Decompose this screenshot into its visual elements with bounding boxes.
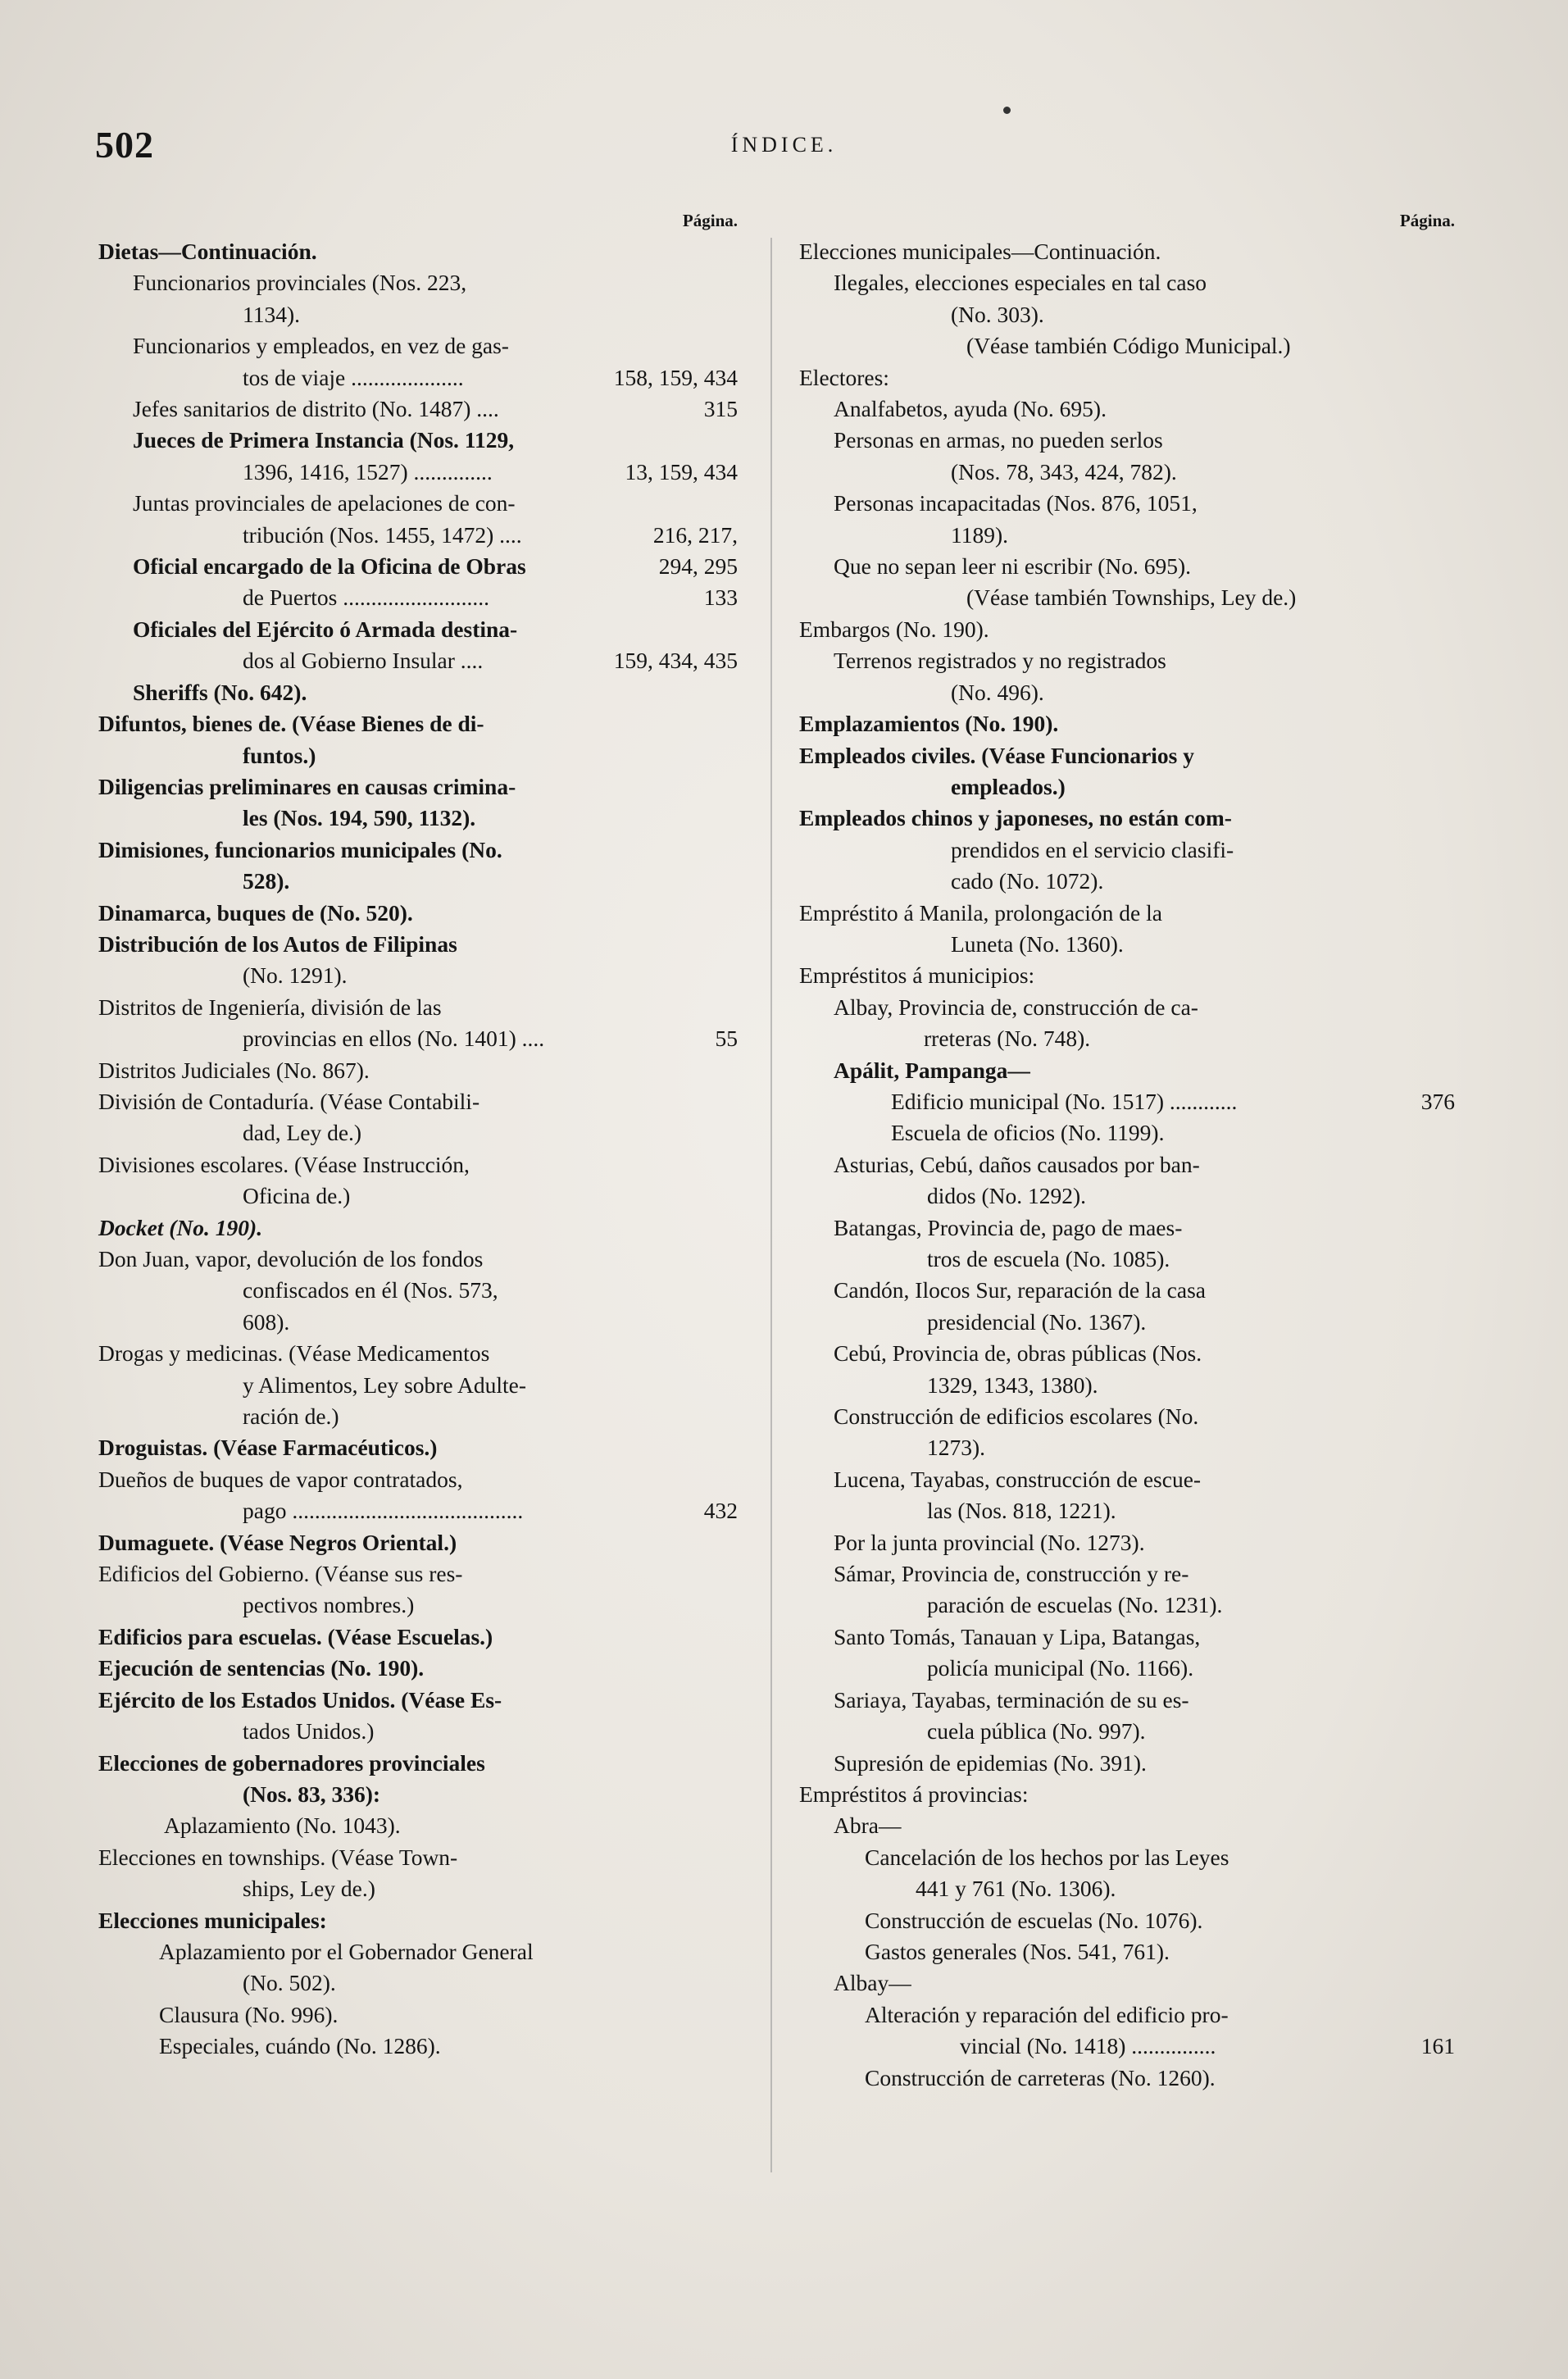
index-entry-line xyxy=(799,1180,1455,1212)
entry-text: Candón, Ilocos Sur, reparación de la casa xyxy=(834,1277,1207,1303)
index-entry-line xyxy=(98,267,746,298)
index-entry-line xyxy=(98,1590,746,1621)
index-entry-line xyxy=(98,299,746,330)
index-entry-line xyxy=(98,803,746,834)
index-entry-line xyxy=(799,1873,1455,1904)
index-entry-line xyxy=(799,551,1455,582)
entry-text: Terrenos registrados y no registrados xyxy=(834,648,1166,674)
index-entry-line xyxy=(98,1212,746,1244)
index-entry-line xyxy=(98,457,746,488)
index-entry-line xyxy=(98,1527,746,1558)
entry-text: Aplazamiento (No. 1043). xyxy=(164,1813,401,1839)
index-entry-line xyxy=(799,708,1455,739)
entry-text: Asturias, Cebú, daños causados por ban- xyxy=(834,1151,1200,1177)
entry-text: cado (No. 1072). xyxy=(951,868,1104,894)
entry-text: Don Juan, vapor, devolución de los fondos xyxy=(98,1246,484,1271)
entry-text: Emplazamientos (No. 190). xyxy=(799,711,1059,737)
entry-text: dad, Ley de.) xyxy=(243,1120,362,1146)
page-reference: 13, 159, 434 xyxy=(625,458,738,484)
entry-text: (Véase también Código Municipal.) xyxy=(966,333,1291,359)
entry-text: Sheriffs (No. 642). xyxy=(133,679,307,705)
entry-text: Empréstitos á municipios: xyxy=(799,962,1035,989)
entry-text: Empréstito á Manila, prolongación de la xyxy=(799,899,1162,926)
index-entry-line xyxy=(98,1905,746,1936)
index-entry-line xyxy=(98,425,746,456)
index-entry-line xyxy=(799,457,1455,488)
index-entry-line xyxy=(799,1212,1455,1244)
entry-text: Distribución de los Autos de Filipinas xyxy=(98,930,457,957)
entry-text: 1396, 1416, 1527) .............. xyxy=(243,458,493,484)
index-entry-line xyxy=(799,898,1455,929)
entry-text: Edificios para escuelas. (Véase Escuelas.) xyxy=(98,1623,493,1649)
index-entry-line xyxy=(98,1149,746,1180)
entry-text: Funcionarios y empleados, en vez de gas- xyxy=(133,333,509,359)
entry-text: prendidos en el servicio clasifi- xyxy=(951,836,1234,862)
entry-text: Diligencias preliminares en causas crimina- xyxy=(98,773,516,799)
index-entry-line xyxy=(98,1275,746,1306)
index-entry-line xyxy=(799,1117,1455,1149)
entry-text: presidencial (No. 1367). xyxy=(927,1308,1147,1335)
page-reference: 294, 295 xyxy=(658,553,738,580)
entry-text: ships, Ley de.) xyxy=(243,1876,375,1902)
index-entry-line xyxy=(98,1967,746,1999)
index-entry-line xyxy=(799,1653,1455,1684)
entry-text: Empleados civiles. (Véase Funcionarios y xyxy=(799,742,1195,768)
entry-text: Ejército de los Estados Unidos. (Véase Es- xyxy=(98,1686,502,1713)
entry-text: 1134). xyxy=(243,301,301,327)
entry-text: Especiales, cuándo (No. 1286). xyxy=(159,2033,441,2059)
index-entry-line xyxy=(98,1779,746,1810)
entry-text: Elecciones de gobernadores provinciales xyxy=(98,1749,485,1776)
index-entry-line xyxy=(98,2031,746,2062)
index-entry-line xyxy=(799,1464,1455,1495)
entry-text: tados Unidos.) xyxy=(243,1718,375,1744)
entry-text: Escuela de oficios (No. 1199). xyxy=(891,1120,1165,1146)
index-entry-line xyxy=(98,866,746,897)
entry-text: Albay, Provincia de, construcción de ca- xyxy=(834,994,1198,1020)
index-entry-line xyxy=(799,1401,1455,1432)
index-entry-line xyxy=(799,1622,1455,1653)
index-entry-line xyxy=(98,1558,746,1590)
entry-text: Personas incapacitadas (Nos. 876, 1051, xyxy=(834,490,1198,516)
entry-text: Clausura (No. 996). xyxy=(159,2001,339,2027)
entry-text: funtos.) xyxy=(243,742,316,768)
entry-text: vincial (No. 1418) ............... xyxy=(960,2033,1216,2059)
entry-text: 441 y 761 (No. 1306). xyxy=(916,1876,1116,1902)
index-entry-line xyxy=(799,1307,1455,1338)
entry-text: Construcción de edificios escolares (No. xyxy=(834,1403,1199,1430)
index-entry-line xyxy=(98,1023,746,1054)
index-entry-line xyxy=(799,1810,1455,1841)
index-entry-line xyxy=(799,1558,1455,1590)
entry-text: Funcionarios provinciales (Nos. 223, xyxy=(133,270,467,296)
index-entry-line xyxy=(799,960,1455,991)
entry-text: Ilegales, elecciones especiales en tal caso xyxy=(834,270,1207,296)
entry-text: Electores: xyxy=(799,364,889,390)
index-entry-line xyxy=(98,551,746,582)
index-entry-line xyxy=(98,1873,746,1904)
index-entry-line xyxy=(799,1149,1455,1180)
entry-text: Albay— xyxy=(834,1970,911,1996)
entry-text: cuela pública (No. 997). xyxy=(927,1718,1146,1744)
index-entry-line xyxy=(98,582,746,613)
entry-text: Elecciones en townships. (Véase Town- xyxy=(98,1844,458,1870)
entry-text: Cebú, Provincia de, obras públicas (Nos. xyxy=(834,1340,1202,1367)
running-title: ÍNDICE. xyxy=(730,133,838,157)
entry-text: policía municipal (No. 1166). xyxy=(927,1655,1194,1681)
entry-text: Embargos (No. 190). xyxy=(799,616,989,642)
index-entry-line xyxy=(98,1244,746,1275)
entry-text: Docket (No. 190). xyxy=(98,1214,263,1240)
entry-text: (No. 1291). xyxy=(243,962,348,989)
entry-text: (No. 496). xyxy=(951,679,1044,705)
index-entry-line xyxy=(98,960,746,991)
index-entry-line xyxy=(799,267,1455,298)
entry-text: Personas en armas, no pueden serlos xyxy=(834,427,1163,453)
entry-text: dos al Gobierno Insular .... xyxy=(243,648,484,674)
index-entry-line xyxy=(799,929,1455,960)
page-number: 502 xyxy=(95,124,154,166)
entry-text: Elecciones municipales: xyxy=(98,1907,327,1933)
entry-text: (Nos. 83, 336): xyxy=(243,1781,381,1807)
index-entry-line xyxy=(799,299,1455,330)
index-entry-line xyxy=(799,614,1455,645)
entry-text: Dumaguete. (Véase Negros Oriental.) xyxy=(98,1529,457,1555)
entry-text: Aplazamiento por el Gobernador General xyxy=(159,1938,534,1964)
index-entry-line xyxy=(98,771,746,803)
entry-text: Difuntos, bienes de. (Véase Bienes de di- xyxy=(98,711,484,737)
entry-text: Divisiones escolares. (Véase Instrucción, xyxy=(98,1151,470,1177)
entry-text: pago ......................................... xyxy=(243,1498,524,1524)
index-entry-line xyxy=(799,835,1455,866)
index-entry-line xyxy=(98,1464,746,1495)
entry-text: rreteras (No. 748). xyxy=(924,1026,1091,1052)
entry-text: Edificios del Gobierno. (Véanse sus res- xyxy=(98,1561,463,1587)
entry-text: Juntas provinciales de apelaciones de con- xyxy=(133,490,516,516)
index-entry-line xyxy=(98,520,746,551)
entry-text: provincias en ellos (No. 1401) .... xyxy=(243,1026,545,1052)
index-entry-line xyxy=(799,236,1455,267)
index-entry-line xyxy=(98,929,746,960)
entry-text: pectivos nombres.) xyxy=(243,1592,415,1618)
entry-text: tros de escuela (No. 1085). xyxy=(927,1246,1170,1271)
page-reference: 133 xyxy=(703,585,738,611)
index-entry-line xyxy=(799,1023,1455,1054)
index-entry-line xyxy=(799,1590,1455,1621)
index-entry-line xyxy=(799,1685,1455,1716)
index-entry-line xyxy=(98,1401,746,1432)
index-entry-line xyxy=(799,645,1455,676)
entry-text: Ejecución de sentencias (No. 190). xyxy=(98,1655,425,1681)
page-reference: 315 xyxy=(703,396,738,422)
index-entry-line xyxy=(98,393,746,425)
index-entry-line xyxy=(799,992,1455,1023)
index-entry-line xyxy=(799,1055,1455,1086)
index-entry-line xyxy=(98,236,746,267)
entry-text: Que no sepan leer ni escribir (No. 695). xyxy=(834,553,1192,580)
entry-text: Oficiales del Ejército ó Armada destina- xyxy=(133,616,518,642)
index-column-left xyxy=(98,205,746,2063)
entry-text: Santo Tomás, Tanauan y Lipa, Batangas, xyxy=(834,1623,1201,1649)
entry-text: paración de escuelas (No. 1231). xyxy=(927,1592,1223,1618)
entry-text: División de Contaduría. (Véase Contabili- xyxy=(98,1088,480,1114)
right-entries xyxy=(799,236,1455,2094)
index-entry-line xyxy=(799,1495,1455,1526)
left-entries xyxy=(98,236,746,2063)
index-entry-line xyxy=(98,1842,746,1873)
index-entry-line xyxy=(98,835,746,866)
entry-text: ración de.) xyxy=(243,1403,339,1430)
entry-text: Dimisiones, funcionarios municipales (No. xyxy=(98,836,502,862)
entry-text: Alteración y reparación del edificio pro- xyxy=(865,2001,1229,2027)
index-entry-line xyxy=(799,1779,1455,1810)
page-reference: 432 xyxy=(703,1498,738,1524)
entry-text: Construcción de carreteras (No. 1260). xyxy=(865,2064,1216,2090)
entry-text: Jefes sanitarios de distrito (No. 1487) .... xyxy=(133,396,499,422)
entry-text: (Nos. 78, 343, 424, 782). xyxy=(951,458,1177,484)
entry-text: Distritos de Ingeniería, división de las xyxy=(98,994,442,1020)
entry-text: las (Nos. 818, 1221). xyxy=(927,1498,1116,1524)
entry-text: y Alimentos, Ley sobre Adulte- xyxy=(243,1371,526,1398)
index-entry-line xyxy=(799,771,1455,803)
entry-text: (Véase también Townships, Ley de.) xyxy=(966,585,1297,611)
index-entry-line xyxy=(98,1622,746,1653)
entry-text: Jueces de Primera Instancia (Nos. 1129, xyxy=(133,427,515,453)
index-entry-line xyxy=(799,330,1455,362)
index-entry-line xyxy=(799,677,1455,708)
entry-text: didos (No. 1292). xyxy=(927,1183,1087,1209)
index-entry-line xyxy=(799,425,1455,456)
entry-text: Droguistas. (Véase Farmacéuticos.) xyxy=(98,1435,438,1461)
index-entry-line xyxy=(98,1999,746,2031)
index-entry-line xyxy=(98,1810,746,1841)
entry-text: Apálit, Pampanga— xyxy=(834,1057,1030,1083)
index-entry-line xyxy=(799,1748,1455,1779)
index-entry-line xyxy=(799,2063,1455,2094)
entry-text: de Puertos .......................... xyxy=(243,585,489,611)
index-entry-line xyxy=(799,1905,1455,1936)
entry-text: 608). xyxy=(243,1308,290,1335)
index-entry-line xyxy=(799,866,1455,897)
entry-text: Supresión de epidemias (No. 391). xyxy=(834,1749,1147,1776)
index-entry-line xyxy=(799,1716,1455,1747)
entry-text: Lucena, Tayabas, construcción de escue- xyxy=(834,1466,1202,1492)
page-reference: 159, 434, 435 xyxy=(613,648,738,674)
index-entry-line xyxy=(799,1967,1455,1999)
entry-text: Elecciones municipales—Continuación. xyxy=(799,239,1161,264)
entry-text: 528). xyxy=(243,868,290,894)
entry-text: (No. 303). xyxy=(951,301,1044,327)
index-entry-line xyxy=(799,1432,1455,1463)
entry-text: Gastos generales (Nos. 541, 761). xyxy=(865,1938,1170,1964)
index-entry-line xyxy=(98,1338,746,1369)
page-reference: 161 xyxy=(1420,2033,1455,2059)
index-entry-line xyxy=(799,393,1455,425)
entry-text: empleados.) xyxy=(951,773,1066,799)
page-reference: 158, 159, 434 xyxy=(613,364,738,390)
index-entry-line xyxy=(799,1275,1455,1306)
entry-text: Construcción de escuelas (No. 1076). xyxy=(865,1907,1203,1933)
entry-text: Empréstitos á provincias: xyxy=(799,1781,1029,1807)
entry-text: Abra— xyxy=(834,1813,902,1839)
page-header xyxy=(0,123,1568,180)
index-entry-line xyxy=(98,1716,746,1747)
entry-text: tribución (Nos. 1455, 1472) .... xyxy=(243,521,522,548)
index-entry-line xyxy=(98,362,746,393)
column-label-left: Página. xyxy=(682,211,738,230)
index-entry-line xyxy=(98,1117,746,1149)
index-entry-line xyxy=(98,708,746,739)
entry-text: confiscados en él (Nos. 573, xyxy=(243,1277,498,1303)
index-entry-line xyxy=(799,1338,1455,1369)
index-entry-line xyxy=(98,1307,746,1338)
entry-text: Analfabetos, ayuda (No. 695). xyxy=(834,396,1107,422)
entry-text: Empleados chinos y japoneses, no están com- xyxy=(799,805,1232,831)
index-entry-line xyxy=(98,1432,746,1463)
index-entry-line xyxy=(98,740,746,771)
entry-text: Cancelación de los hechos por las Leyes xyxy=(865,1844,1229,1870)
page-reference: 376 xyxy=(1420,1088,1455,1114)
entry-text: tos de viaje .................... xyxy=(243,364,464,390)
index-entry-line xyxy=(799,803,1455,834)
ink-speck xyxy=(1003,107,1011,114)
entry-text: (No. 502). xyxy=(243,1970,336,1996)
index-entry-line xyxy=(98,1936,746,1967)
index-entry-line xyxy=(799,488,1455,519)
index-column-right xyxy=(799,205,1455,2094)
index-entry-line xyxy=(98,1653,746,1684)
index-entry-line xyxy=(98,898,746,929)
entry-text: Sariaya, Tayabas, terminación de su es- xyxy=(834,1686,1189,1713)
entry-text: Sámar, Provincia de, construcción y re- xyxy=(834,1561,1189,1587)
index-entry-line xyxy=(98,677,746,708)
column-divider xyxy=(770,238,772,2172)
page-reference: 55 xyxy=(715,1026,738,1052)
index-entry-line xyxy=(98,1180,746,1212)
index-entry-line xyxy=(799,1842,1455,1873)
index-entry-line xyxy=(799,582,1455,613)
index-entry-line xyxy=(98,992,746,1023)
entry-text: Dietas—Continuación. xyxy=(98,239,317,264)
index-entry-line xyxy=(98,1086,746,1117)
entry-text: Dueños de buques de vapor contratados, xyxy=(98,1466,463,1492)
entry-text: Luneta (No. 1360). xyxy=(951,930,1124,957)
index-entry-line xyxy=(98,330,746,362)
entry-text: Dinamarca, buques de (No. 520). xyxy=(98,899,413,926)
index-entry-line xyxy=(799,362,1455,393)
entry-text: 1273). xyxy=(927,1435,986,1461)
index-entry-line xyxy=(799,1999,1455,2031)
entry-text: Distritos Judiciales (No. 867). xyxy=(98,1057,370,1083)
entry-text: Drogas y medicinas. (Véase Medicamentos xyxy=(98,1340,490,1367)
entry-text: Edificio municipal (No. 1517) ............ xyxy=(891,1088,1238,1114)
column-label-right: Página. xyxy=(1399,211,1455,230)
entry-text: Oficina de.) xyxy=(243,1183,351,1209)
entry-text: Oficial encargado de la Oficina de Obras xyxy=(133,553,526,580)
entry-text: Batangas, Provincia de, pago de maes- xyxy=(834,1214,1183,1240)
index-entry-line xyxy=(799,1527,1455,1558)
index-entry-line xyxy=(799,2031,1455,2062)
page-reference: 216, 217, xyxy=(652,521,738,548)
index-entry-line xyxy=(98,488,746,519)
entry-text: les (Nos. 194, 590, 1132). xyxy=(243,805,476,831)
index-entry-line xyxy=(98,1685,746,1716)
entry-text: 1189). xyxy=(951,521,1009,548)
index-entry-line xyxy=(799,1086,1455,1117)
index-entry-line xyxy=(98,614,746,645)
index-entry-line xyxy=(799,520,1455,551)
index-entry-line xyxy=(799,1370,1455,1401)
index-entry-line xyxy=(98,1748,746,1779)
index-entry-line xyxy=(98,1370,746,1401)
index-entry-line xyxy=(799,1244,1455,1275)
entry-text: 1329, 1343, 1380). xyxy=(927,1371,1098,1398)
index-entry-line xyxy=(799,740,1455,771)
index-entry-line xyxy=(98,645,746,676)
index-entry-line xyxy=(98,1055,746,1086)
index-entry-line xyxy=(98,1495,746,1526)
entry-text: Por la junta provincial (No. 1273). xyxy=(834,1529,1145,1555)
index-entry-line xyxy=(799,1936,1455,1967)
